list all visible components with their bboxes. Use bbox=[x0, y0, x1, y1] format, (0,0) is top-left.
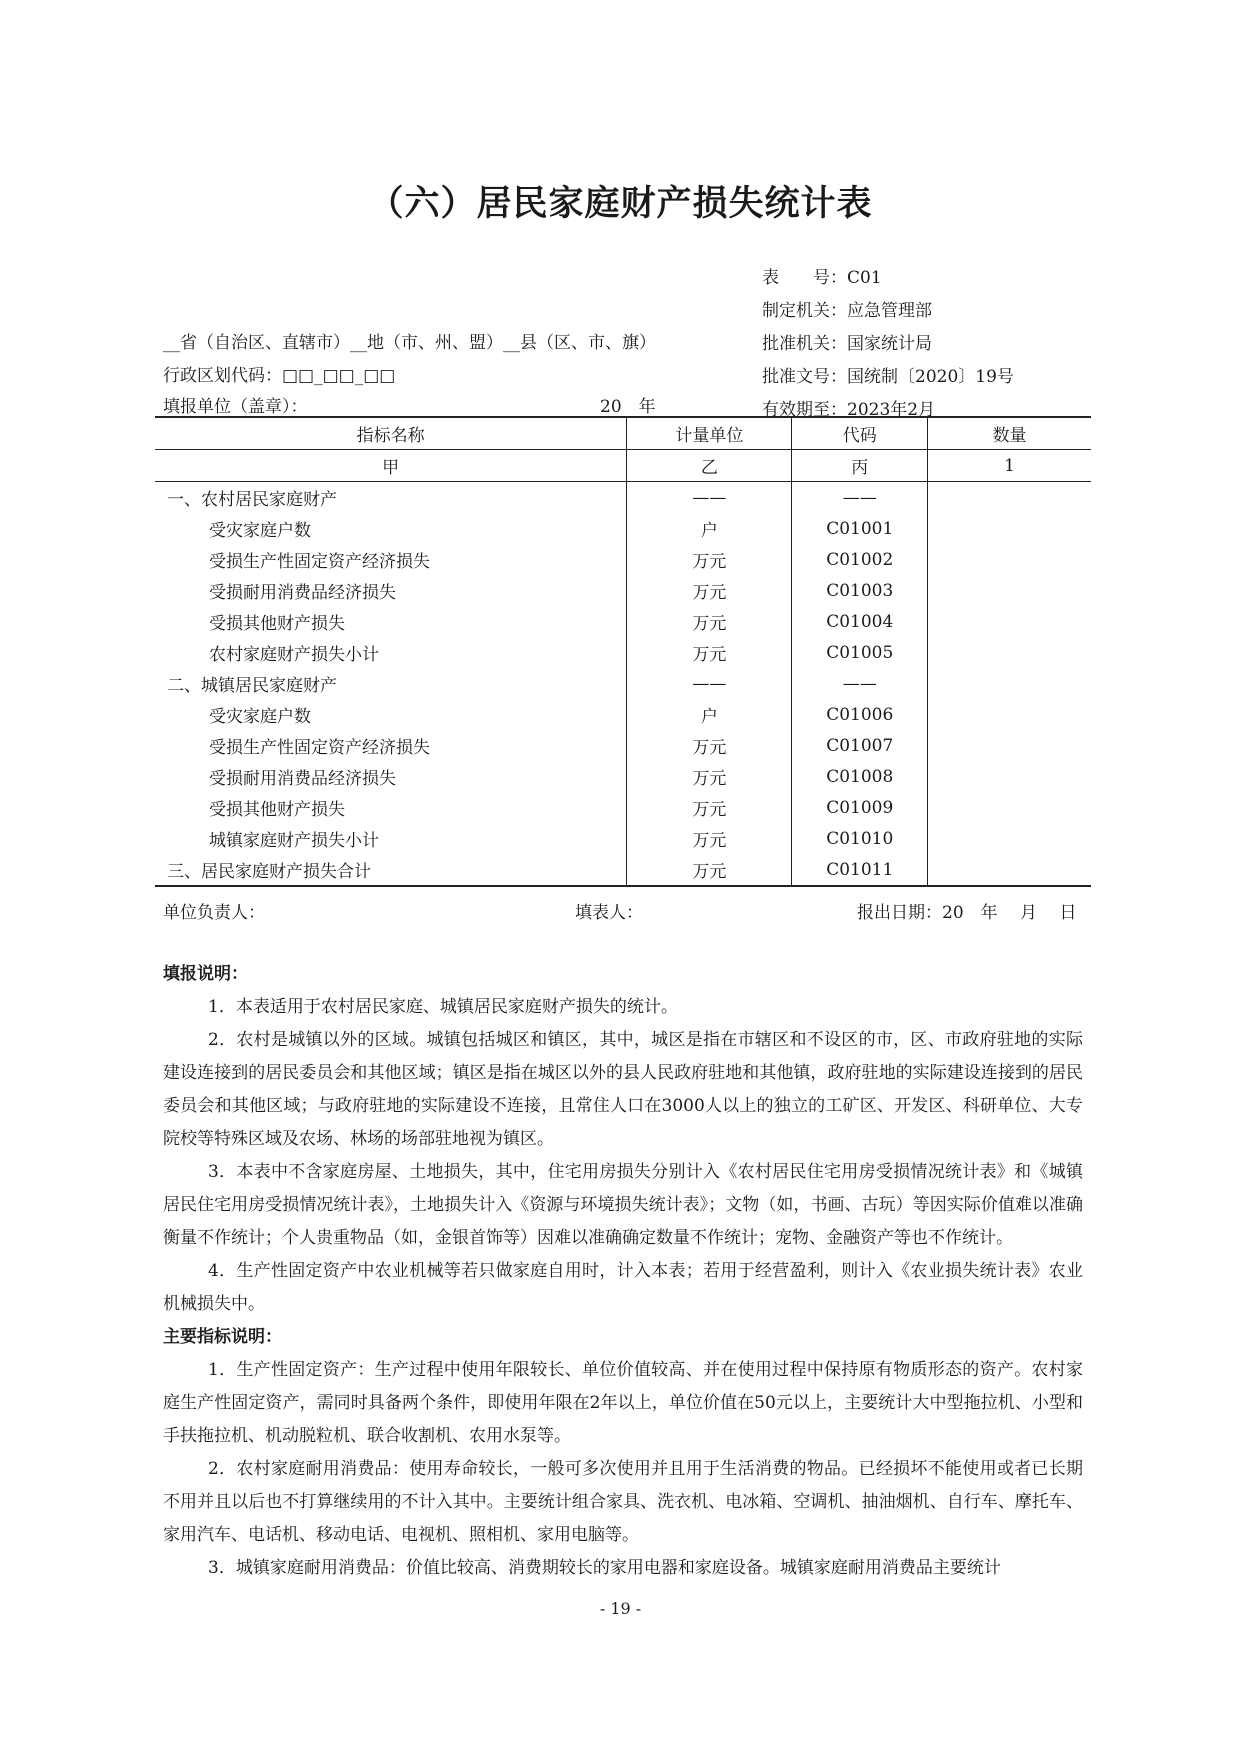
table-row bbox=[155, 513, 1091, 544]
row-quantity-cell[interactable] bbox=[928, 761, 1091, 792]
page-title: （六）居民家庭财产损失统计表 bbox=[368, 184, 873, 224]
row-code: C01009 bbox=[792, 792, 928, 823]
header-unit: 计量单位 bbox=[627, 417, 792, 450]
row-unit: —— bbox=[627, 668, 792, 699]
row-name: 二、城镇居民家庭财产 bbox=[167, 676, 337, 696]
filler-label: 填表人： bbox=[575, 903, 643, 923]
row-unit: 万元 bbox=[627, 823, 792, 854]
table-row bbox=[155, 730, 1091, 761]
statistics-table bbox=[155, 416, 1091, 887]
row-quantity-cell[interactable] bbox=[928, 606, 1091, 637]
approval-document: 批准文号：国统制〔2020〕19号 bbox=[762, 367, 1014, 387]
row-quantity-cell[interactable] bbox=[928, 699, 1091, 730]
table-row bbox=[155, 637, 1091, 668]
row-code: C01004 bbox=[792, 606, 928, 637]
table-row bbox=[155, 854, 1091, 886]
row-name: 城镇家庭财产损失小计 bbox=[209, 831, 379, 851]
table-row bbox=[155, 575, 1091, 606]
fill-instruction-item: 4．生产性固定资产中农业机械等若只做家庭自用时，计入本表；若用于经营盈利，则计入《农业损失统计表》农业机械损失中。 bbox=[163, 1261, 1083, 1314]
row-unit: 万元 bbox=[627, 575, 792, 606]
row-quantity-cell[interactable] bbox=[928, 575, 1091, 606]
row-name: 受损耐用消费品经济损失 bbox=[209, 583, 396, 603]
row-unit: —— bbox=[627, 482, 792, 514]
row-quantity-cell[interactable] bbox=[928, 482, 1091, 514]
row-unit: 户 bbox=[627, 699, 792, 730]
fill-instructions-heading: 填报说明： bbox=[163, 964, 248, 984]
row-code: —— bbox=[792, 668, 928, 699]
row-quantity-cell[interactable] bbox=[928, 730, 1091, 761]
row-unit: 万元 bbox=[627, 761, 792, 792]
header-code: 代码 bbox=[792, 417, 928, 450]
row-name: 受损生产性固定资产经济损失 bbox=[209, 552, 430, 572]
row-code: C01002 bbox=[792, 544, 928, 575]
table-header-row bbox=[155, 417, 1091, 450]
table-row bbox=[155, 544, 1091, 575]
unit-head-label: 单位负责人： bbox=[163, 903, 265, 923]
row-unit: 万元 bbox=[627, 637, 792, 668]
subheader-yi: 乙 bbox=[627, 450, 792, 482]
indicator-note-item: 3．城镇家庭耐用消费品：价值比较高、消费期较长的家用电器和家庭设备。城镇家庭耐用消费品主要统计 bbox=[208, 1558, 1001, 1578]
row-unit: 万元 bbox=[627, 730, 792, 761]
row-name: 受损生产性固定资产经济损失 bbox=[209, 738, 430, 758]
table-subheader-row bbox=[155, 450, 1091, 482]
fill-instruction-item: 2．农村是城镇以外的区域。城镇包括城区和镇区，其中，城区是指在市辖区和不设区的市，区、市政府驻地的实际建设连接到的居民委员会和其他区域；镇区是指在城区以外的县人民政府驻地和其他镇，政府驻地的实际建设连接到的居民委员会和其他区域；与政府驻地的实际建设不连接，且常住人口在3000人以上的独立的工矿区、开发区、科研单位、大专院校等特殊区域及农场、林场的场部驻地视为镇区。 bbox=[163, 1030, 1083, 1149]
table-row bbox=[155, 761, 1091, 792]
subheader-jia: 甲 bbox=[155, 450, 627, 482]
row-quantity-cell[interactable] bbox=[928, 668, 1091, 699]
table-row bbox=[155, 699, 1091, 730]
row-name: 受灾家庭户数 bbox=[209, 521, 311, 541]
row-code: C01010 bbox=[792, 823, 928, 854]
row-code: —— bbox=[792, 482, 928, 514]
fill-unit-label: 填报单位（盖章）： bbox=[163, 397, 308, 417]
row-name: 受损耐用消费品经济损失 bbox=[209, 769, 396, 789]
row-name: 受损其他财产损失 bbox=[209, 800, 345, 820]
row-code: C01005 bbox=[792, 637, 928, 668]
row-unit: 万元 bbox=[627, 606, 792, 637]
page-number: - 19 - bbox=[599, 1599, 642, 1618]
row-name: 三、居民家庭财产损失合计 bbox=[155, 854, 627, 886]
row-quantity-cell[interactable] bbox=[928, 854, 1091, 886]
row-name: 农村家庭财产损失小计 bbox=[209, 645, 379, 665]
row-unit: 万元 bbox=[627, 854, 792, 886]
row-unit: 万元 bbox=[627, 544, 792, 575]
indicator-note-item: 1．生产性固定资产：生产过程中使用年限较长、单位价值较高、并在使用过程中保持原有物质形态的资产。农村家庭生产性固定资产，需同时具备两个条件，即使用年限在2年以上，单位价值在50元以上，主要统计大中型拖拉机、小型和手扶拖拉机、机动脱粒机、联合收割机、农用水泵等。 bbox=[163, 1360, 1083, 1446]
table-row bbox=[155, 668, 1091, 699]
region-line: __省（自治区、直辖市）__地（市、州、盟）__县（区、市、旗） bbox=[163, 333, 656, 353]
row-code: C01003 bbox=[792, 575, 928, 606]
form-meta bbox=[762, 262, 1014, 427]
row-quantity-cell[interactable] bbox=[928, 823, 1091, 854]
row-code: C01011 bbox=[792, 854, 928, 886]
indicator-note-item: 2．农村家庭耐用消费品：使用寿命较长，一般可多次使用并且用于生活消费的物品。已经损坏不能使用或者已长期不用并且以后也不打算继续用的不计入其中。主要统计组合家具、洗衣机、电冰箱、空调机、抽油烟机、自行车、摩托车、家用汽车、电话机、移动电话、电视机、照相机、家用电脑等。 bbox=[163, 1459, 1083, 1545]
indicator-notes-heading: 主要指标说明： bbox=[163, 1327, 282, 1347]
valid-until: 有效期至：2023年2月 bbox=[762, 400, 936, 420]
row-name: 受灾家庭户数 bbox=[209, 707, 311, 727]
table-row bbox=[155, 823, 1091, 854]
row-unit: 户 bbox=[627, 513, 792, 544]
row-code: C01008 bbox=[792, 761, 928, 792]
table-row bbox=[155, 606, 1091, 637]
row-unit: 万元 bbox=[627, 792, 792, 823]
subheader-bing: 丙 bbox=[792, 450, 928, 482]
admin-code-line: 行政区划代码：□□_□□_□□ bbox=[163, 366, 396, 386]
issuing-authority: 制定机关：应急管理部 bbox=[762, 301, 932, 321]
table-row bbox=[155, 482, 1091, 514]
row-code: C01007 bbox=[792, 730, 928, 761]
year-label: 20 年 bbox=[600, 397, 656, 417]
row-quantity-cell[interactable] bbox=[928, 637, 1091, 668]
row-quantity-cell[interactable] bbox=[928, 792, 1091, 823]
row-quantity-cell[interactable] bbox=[928, 513, 1091, 544]
subheader-1: 1 bbox=[928, 450, 1091, 482]
row-name: 受损其他财产损失 bbox=[209, 614, 345, 634]
report-date-label: 报出日期：20 年 月 日 bbox=[857, 903, 1077, 923]
table-number: 表 号：C01 bbox=[762, 268, 882, 288]
header-indicator-name: 指标名称 bbox=[155, 417, 627, 450]
row-name: 一、农村居民家庭财产 bbox=[167, 490, 337, 510]
row-quantity-cell[interactable] bbox=[928, 544, 1091, 575]
row-code: C01006 bbox=[792, 699, 928, 730]
header-quantity: 数量 bbox=[928, 417, 1091, 450]
fill-instruction-item: 3．本表中不含家庭房屋、土地损失，其中，住宅用房损失分别计入《农村居民住宅用房受损情况统计表》和《城镇居民住宅用房受损情况统计表》，土地损失计入《资源与环境损失统计表》；文物（如，书画、古玩）等因实际价值难以准确衡量不作统计；个人贵重物品（如，金银首饰等）因难以准确确定数量不作统计；宠物、金融资产等也不作统计。 bbox=[163, 1162, 1083, 1248]
table-row bbox=[155, 792, 1091, 823]
notes-section bbox=[163, 958, 1083, 1585]
row-code: C01001 bbox=[792, 513, 928, 544]
fill-instruction-item: 1．本表适用于农村居民家庭、城镇居民家庭财产损失的统计。 bbox=[208, 997, 678, 1017]
approving-authority: 批准机关：国家统计局 bbox=[762, 334, 932, 354]
